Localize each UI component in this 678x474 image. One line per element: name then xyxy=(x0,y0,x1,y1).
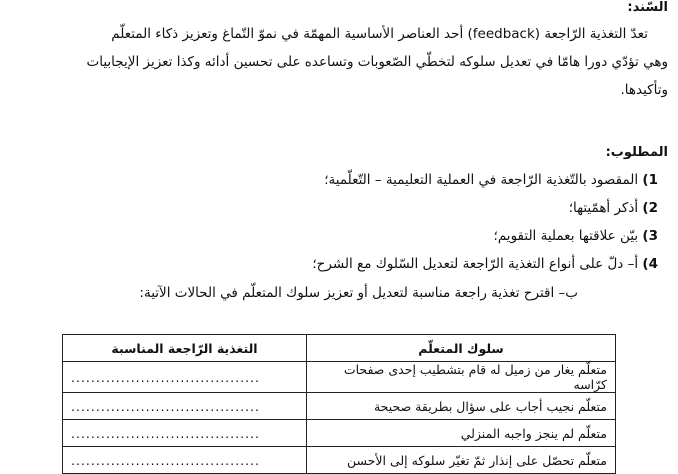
behavior-cell: متعلّم تحصّل على إنذار ثمّ تغيّر سلوكه إلى الأحسن xyxy=(307,447,616,474)
question-text: بيّن علاقتها بعملية التقويم؛ xyxy=(493,228,639,244)
question-text: أذكر أهمّيتها؛ xyxy=(568,200,639,216)
question-number: 1) xyxy=(642,172,658,188)
table-row xyxy=(63,420,616,447)
source-line-2: وهي تؤدّي دورا هامّا في تعديل سلوكه لتخطّي الصّعوبات وتساعده على تحسين أدائه وكذا تعزيز الإيجابيات xyxy=(86,54,668,70)
question-number: 2) xyxy=(642,200,658,216)
question-2 xyxy=(569,200,658,216)
table-row xyxy=(63,447,616,474)
table-row xyxy=(63,393,616,420)
answer-cell[interactable]: ...................................... xyxy=(63,447,307,474)
answer-cell[interactable]: ...................................... xyxy=(63,362,307,393)
behavior-cell: متعلّم لم ينجز واجبه المنزلي xyxy=(307,420,616,447)
header-behavior: سلوك المتعلّم xyxy=(307,335,616,362)
sub-question-b: ب– اقترح تغذية راجعة مناسبة لتعديل أو تعزيز سلوك المتعلّم في الحالات الآتية: xyxy=(139,285,578,301)
source-line-1: تعدّ التغذية الرّاجعة (feedback) أحد العناصر الأساسية المهمّة في نموّ التّماغ وتعزيز ذكاء المتعلّم xyxy=(111,26,648,42)
question-number: 3) xyxy=(642,228,658,244)
source-line-3: وتأكيدها. xyxy=(620,82,668,98)
question-3 xyxy=(494,228,658,244)
question-text: أ– دلّ على أنواع التغذية الرّاجعة لتعديل السّلوك مع الشرح؛ xyxy=(312,256,639,272)
table-row xyxy=(63,362,616,393)
required-label: المطلوب: xyxy=(605,145,668,160)
question-text: المقصود بالتّغذية الرّاجعة في العملية التعليمية – التّعلّمية؛ xyxy=(324,172,639,188)
behavior-cell: متعلّم نجيب أجاب على سؤال بطريقة صحيحة xyxy=(307,393,616,420)
answer-cell[interactable]: ...................................... xyxy=(63,420,307,447)
table-header-row xyxy=(63,335,616,362)
source-label: السّند: xyxy=(627,0,668,15)
header-feedback: التغذية الرّاجعة المناسبة xyxy=(63,335,307,362)
question-1 xyxy=(324,172,658,188)
question-number: 4) xyxy=(642,256,658,272)
behavior-cell: متعلّم يغار من زميل له قام بتشطيب إحدى صفحات كرّاسه xyxy=(307,362,616,393)
answer-cell[interactable]: ...................................... xyxy=(63,393,307,420)
feedback-table xyxy=(62,334,616,474)
question-4 xyxy=(312,256,658,272)
